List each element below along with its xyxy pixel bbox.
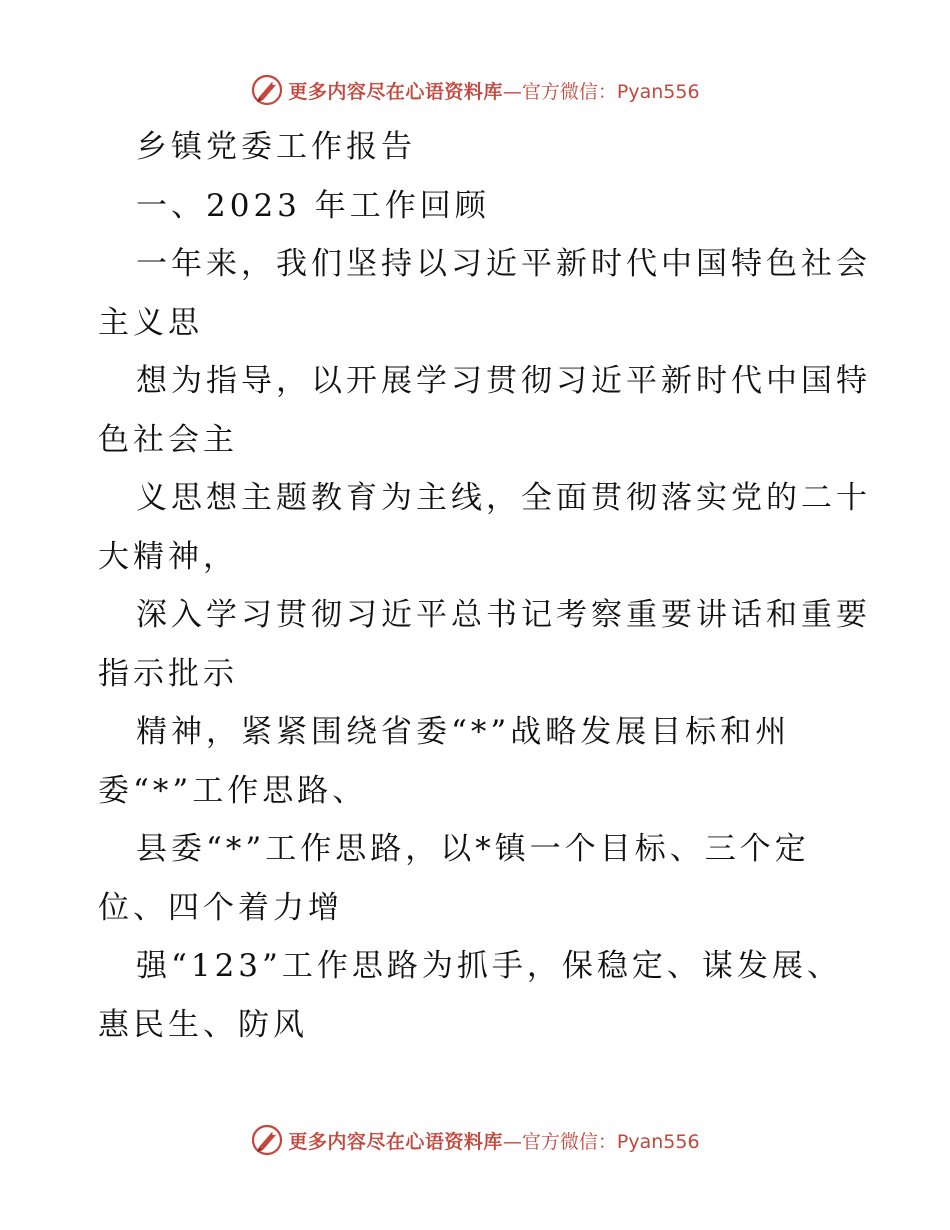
paragraph-line: 色社会主 [98,421,238,458]
paragraph-line: 义思想主题教育为主线，全面贯彻落实党的二十 [136,480,871,516]
header-watermark [0,70,950,110]
watermark-contact: —官方微信：Pyan556 [502,1130,700,1153]
section-heading: 一、2023 年工作回顾 [136,187,490,224]
paragraph-line: 想为指导，以开展学习贯彻习近平新时代中国特 [136,363,871,399]
watermark-contact: —官方微信：Pyan556 [502,80,700,103]
paragraph-line: 惠民生、防风 [98,1006,308,1043]
paragraph-line: 精神，紧紧围绕省委“*”战略发展目标和州 [136,714,791,750]
paragraph-line: 深入学习贯彻习近平总书记考察重要讲话和重要 [136,597,871,633]
paragraph-line: 指示批示 [98,655,238,692]
paragraph-line: 大精神， [98,538,238,575]
paragraph-line: 主义思 [98,304,203,341]
paragraph-line: 强“123”工作思路为抓手，保稳定、谋发展、 [136,948,842,984]
paragraph-line: 一年来，我们坚持以习近平新时代中国特色社会 [136,246,871,282]
doc-title: 乡镇党委工作报告 [136,129,416,165]
pen-logo-icon [250,73,284,107]
paragraph-line: 位、四个着力增 [98,889,343,926]
document-body [98,118,871,1054]
pen-logo-icon [250,1123,284,1157]
watermark-brand: 更多内容尽在心语资料库 [288,80,503,103]
footer-watermark [0,1120,950,1160]
paragraph-line: 委“*”工作思路、 [98,772,368,809]
watermark-brand: 更多内容尽在心语资料库 [288,1130,503,1153]
paragraph-line: 县委“*”工作思路，以*镇一个目标、三个定 [136,831,810,867]
